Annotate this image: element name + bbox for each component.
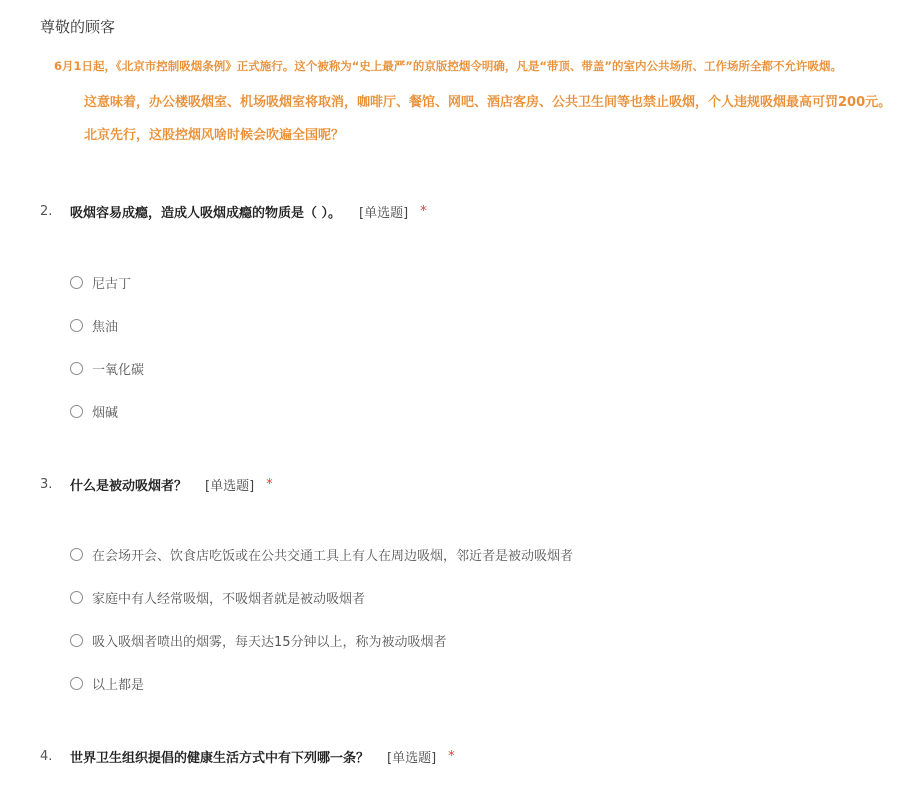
option-label: 焦油 xyxy=(92,320,119,335)
question-type-label: [单选题] xyxy=(359,206,409,221)
greeting-heading: 尊敬的顾客 xyxy=(40,18,116,36)
option-label: 家庭中有人经常吸烟，不吸烟者就是被动吸烟者 xyxy=(92,592,366,607)
radio-button[interactable] xyxy=(70,319,83,332)
radio-button[interactable] xyxy=(70,677,83,690)
intro-paragraph-2: 这意味着，办公楼吸烟室、机场吸烟室将取消，咖啡厅、餐馆、网吧、酒店客房、公共卫生间等也禁止吸烟，个人违规吸烟最高可罚200元。 xyxy=(84,95,892,110)
required-marker: * xyxy=(448,749,455,764)
question-3-option-1[interactable] xyxy=(70,545,573,564)
radio-button[interactable] xyxy=(70,276,83,289)
question-type-label: [单选题] xyxy=(387,751,437,766)
question-title: 世界卫生组织提倡的健康生活方式中有下列哪一条？ xyxy=(70,751,370,766)
option-label: 一氧化碳 xyxy=(92,363,145,378)
radio-button[interactable] xyxy=(70,548,83,561)
question-2-option-3[interactable] xyxy=(70,359,144,378)
option-label: 在会场开会、饮食店吃饭或在公共交通工具上有人在周边吸烟，邻近者是被动吸烟者 xyxy=(92,549,574,564)
question-title: 吸烟容易成瘾，造成人吸烟成瘾的物质是（ ）。 xyxy=(70,206,342,221)
radio-button[interactable] xyxy=(70,362,83,375)
required-marker: * xyxy=(420,204,427,219)
question-2-option-2[interactable] xyxy=(70,316,118,335)
question-2-option-1[interactable] xyxy=(70,273,131,292)
required-marker: * xyxy=(266,477,273,492)
question-type-label: [单选题] xyxy=(205,479,255,494)
question-number: 2. xyxy=(40,204,53,219)
question-3-option-3[interactable] xyxy=(70,631,447,650)
option-label: 以上都是 xyxy=(92,678,145,693)
question-number: 4. xyxy=(40,749,53,764)
option-label: 烟碱 xyxy=(92,406,119,421)
option-label: 吸入吸烟者喷出的烟雾，每天达15分钟以上，称为被动吸烟者 xyxy=(92,635,447,650)
question-title: 什么是被动吸烟者？ xyxy=(70,479,188,494)
intro-paragraph-1: 6月1日起，《北京市控制吸烟条例》正式施行。这个被称为“史上最严”的京版控烟令明确，凡是“带顶、带盖”的室内公共场所、工作场所全都不允许吸烟。 xyxy=(54,59,842,73)
intro-paragraph-3: 北京先行，这股控烟风啥时候会吹遍全国呢？ xyxy=(84,128,345,143)
question-number: 3. xyxy=(40,477,53,492)
radio-button[interactable] xyxy=(70,405,83,418)
question-2-header xyxy=(40,202,427,221)
radio-button[interactable] xyxy=(70,591,83,604)
question-4-header xyxy=(40,747,455,766)
question-3-option-4[interactable] xyxy=(70,674,144,693)
question-2-option-4[interactable] xyxy=(70,402,118,421)
question-3-header xyxy=(40,475,273,494)
radio-button[interactable] xyxy=(70,634,83,647)
option-label: 尼古丁 xyxy=(92,277,132,292)
question-3-option-2[interactable] xyxy=(70,588,365,607)
